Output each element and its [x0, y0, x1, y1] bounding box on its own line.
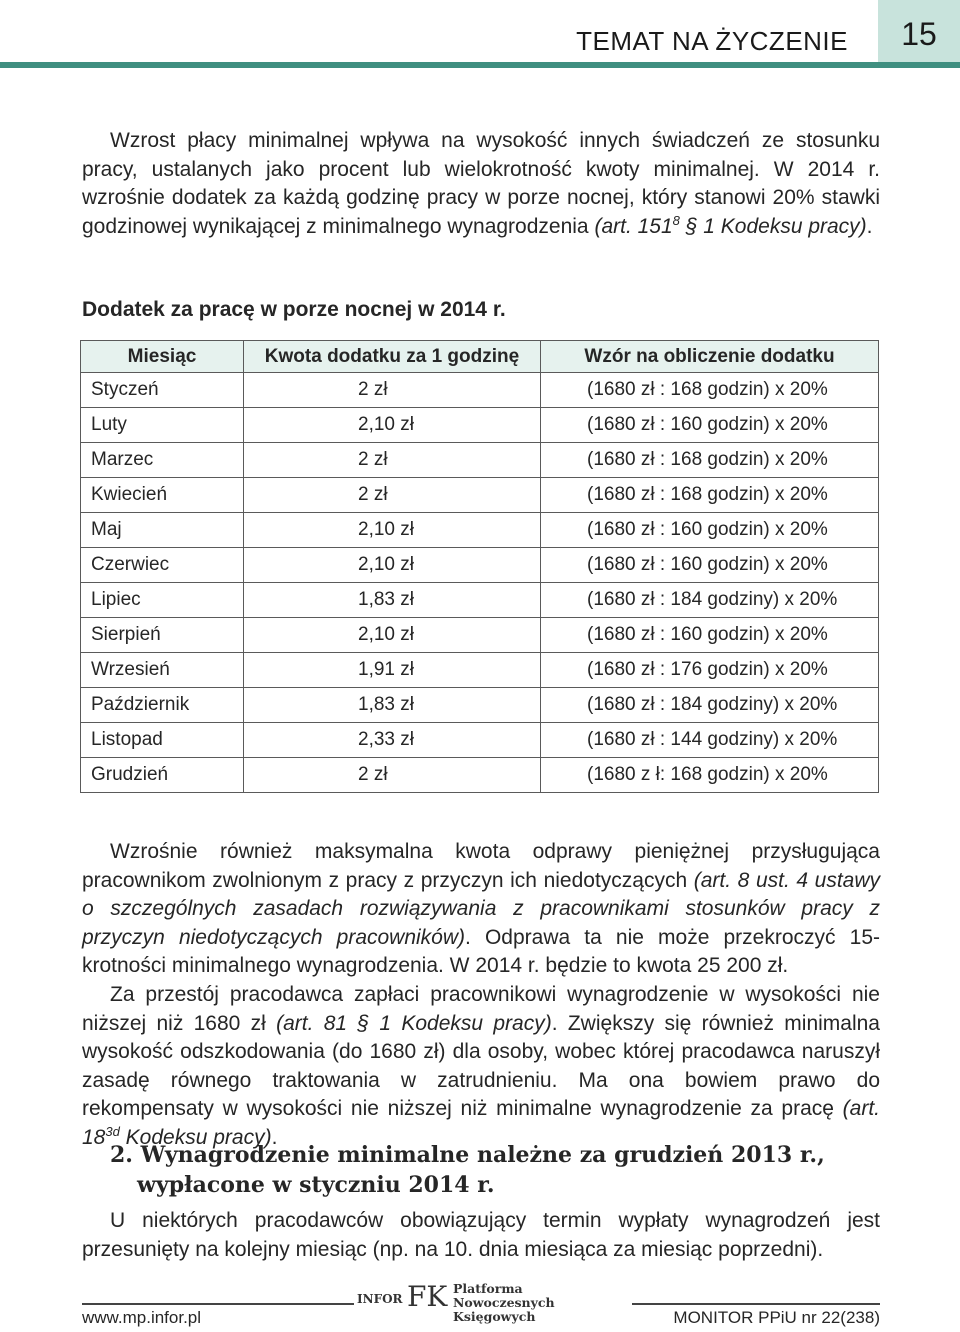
column-header: Kwota dodatku za 1 godzinę — [244, 341, 541, 373]
page-number: 15 — [901, 16, 937, 52]
month-cell: Październik — [81, 688, 244, 723]
table-row — [81, 583, 879, 618]
paragraph-intro: Wzrost płacy minimalnej wpływa na wysokość innych świadczeń ze stosunku pracy, ustalanych jako procent lub wielokrotność kwoty minimalnej. W 2014 r. wzrośnie dodatek za każdą godzinę pracy w porze nocnej, który stanowi 20% stawki godzinowej wynikającej z minimalnego wynagrodzenia (art. $151^8$ § 1 Kodeksu pracy). — [82, 129, 880, 238]
amount-cell: 1,83 zł — [244, 583, 541, 618]
amount-cell: 2,33 zł — [244, 723, 541, 758]
formula-cell: (1680 zł : 176 godzin) x 20% — [541, 653, 879, 688]
footer-url[interactable]: www.mp.infor.pl — [82, 1308, 202, 1327]
table-heading: Dodatek za pracę w porze nocnej w 2014 r. — [82, 298, 506, 321]
table-row — [81, 618, 879, 653]
column-header: Wzór na obliczenie dodatku — [541, 341, 879, 373]
amount-cell: 2,10 zł — [244, 548, 541, 583]
amount-cell: 2 zł — [244, 373, 541, 408]
table-row — [81, 758, 879, 793]
formula-cell: (1680 zł : 168 godzin) x 20% — [541, 443, 879, 478]
column-header: Miesiąc — [81, 341, 244, 373]
footer-rule-left — [82, 1303, 354, 1305]
footer-publication: MONITOR PPiU nr 22(238) — [673, 1308, 880, 1327]
month-cell: Maj — [81, 513, 244, 548]
month-cell: Luty — [81, 408, 244, 443]
footer-rule-right — [632, 1303, 880, 1305]
month-cell: Grudzień — [81, 758, 244, 793]
page-header — [0, 0, 960, 70]
header-rule — [0, 62, 960, 68]
page-number-box — [878, 0, 960, 62]
formula-cell: (1680 zł : 168 godzin) x 20% — [541, 373, 879, 408]
night-allowance-table — [80, 340, 879, 793]
legal-reference: (art. $18^{3d}$ Kodeksu pracy) — [82, 1097, 880, 1149]
formula-cell: (1680 z ł: 168 godzin) x 20% — [541, 758, 879, 793]
paragraph-payment-term: U niektórych pracodawców obowiązujący termin wypłaty wynagrodzeń jest przesunięty na kolejny miesiąc (np. na 10. dnia miesiąca za miesiąc poprzedni). — [82, 1209, 880, 1261]
amount-cell: 2 zł — [244, 478, 541, 513]
formula-cell: (1680 zł : 184 godziny) x 20% — [541, 688, 879, 723]
table-body — [81, 373, 879, 793]
table-row — [81, 408, 879, 443]
amount-cell: 2,10 zł — [244, 618, 541, 653]
formula-cell: (1680 zł : 160 godzin) x 20% — [541, 513, 879, 548]
amount-cell: 2,10 zł — [244, 408, 541, 443]
month-cell: Kwiecień — [81, 478, 244, 513]
table-row — [81, 653, 879, 688]
table-row — [81, 513, 879, 548]
month-cell: Styczeń — [81, 373, 244, 408]
amount-cell: 2 zł — [244, 758, 541, 793]
formula-cell: (1680 zł : 168 godzin) x 20% — [541, 478, 879, 513]
month-cell: Sierpień — [81, 618, 244, 653]
formula-cell: (1680 zł : 184 godziny) x 20% — [541, 583, 879, 618]
formula-cell: (1680 zł : 160 godzin) x 20% — [541, 408, 879, 443]
amount-cell: 1,83 zł — [244, 688, 541, 723]
table-row — [81, 373, 879, 408]
legal-reference: (art. 8 ust. 4 ustawy o szczególnych zasadach rozwiązywania z pracownikami stosunków pracy z przyczyn niedotyczących pracowników) — [82, 868, 880, 949]
table-row — [81, 688, 879, 723]
running-title: TEMAT NA ŻYCZENIE — [576, 26, 848, 56]
formula-cell: (1680 zł : 160 godzin) x 20% — [541, 548, 879, 583]
table-row — [81, 478, 879, 513]
table-header-row — [81, 341, 879, 373]
month-cell: Wrzesień — [81, 653, 244, 688]
table-row — [81, 443, 879, 478]
legal-reference: (art. $151^8$ § 1 Kodeksu pracy) — [594, 212, 867, 238]
amount-cell: 2,10 zł — [244, 513, 541, 548]
legal-reference: (art. 81 § 1 Kodeksu pracy) — [276, 1011, 552, 1035]
table-row — [81, 548, 879, 583]
formula-cell: (1680 zł : 160 godzin) x 20% — [541, 618, 879, 653]
paragraph-severance: Wzrośnie również maksymalna kwota odprawy pieniężnej przysługująca pracownikom zwolnionym z pracy z przyczyn ich niedotyczących (art. 8 ust. 4 ustawy o szczególnych zasadach rozwiązywania z pracownikami stosunków pracy z przyczyn niedotyczących pracowników). Odprawa ta nie może przekroczyć 15-krotności minimalnego wynagrodzenia. W 2014 r. będzie to kwota 25 200 zł. — [82, 840, 880, 977]
month-cell: Listopad — [81, 723, 244, 758]
month-cell: Czerwiec — [81, 548, 244, 583]
section-heading: 2. Wynagrodzenie minimalne należne za grudzień 2013 r., wypłacone w styczniu 2014 r. — [110, 1142, 825, 1198]
paragraph-downtime: Za przestój pracodawca zapłaci pracownikowi wynagrodzenie w wysokości nie niższej niż 1680 zł (art. 81 § 1 Kodeksu pracy). Zwiększy się również minimalna wysokość odszkodowania (do 1680 zł) dla osoby, wobec której pracodawca naruszył zasadę równego traktowania w zatrudnieniu. Ma ona bowiem prawo do rekompensaty w wysokości nie niższej niż minimalne wynagrodzenie za pracę (art. $18^{3d}$ Kodeksu pracy). — [82, 983, 880, 1149]
amount-cell: 1,91 zł — [244, 653, 541, 688]
paragraph-text: Wzrost płacy minimalnej wpływa na wysokość innych świadczeń ze stosunku pracy, ustalanych jako procent lub wielokrotność kwoty minimalnej. W 2014 r. wzrośnie dodatek za każdą godzinę pracy w porze nocnej, który stanowi 20% stawki godzinowej wynikającej z minimalnego wynagrodzenia — [82, 129, 880, 238]
month-cell: Marzec — [81, 443, 244, 478]
platform-logo: INFOR FK Platforma Nowoczesnych Księgowych — [357, 1280, 555, 1324]
month-cell: Lipiec — [81, 583, 244, 618]
amount-cell: 2 zł — [244, 443, 541, 478]
formula-cell: (1680 zł : 144 godziny) x 20% — [541, 723, 879, 758]
table-row — [81, 723, 879, 758]
